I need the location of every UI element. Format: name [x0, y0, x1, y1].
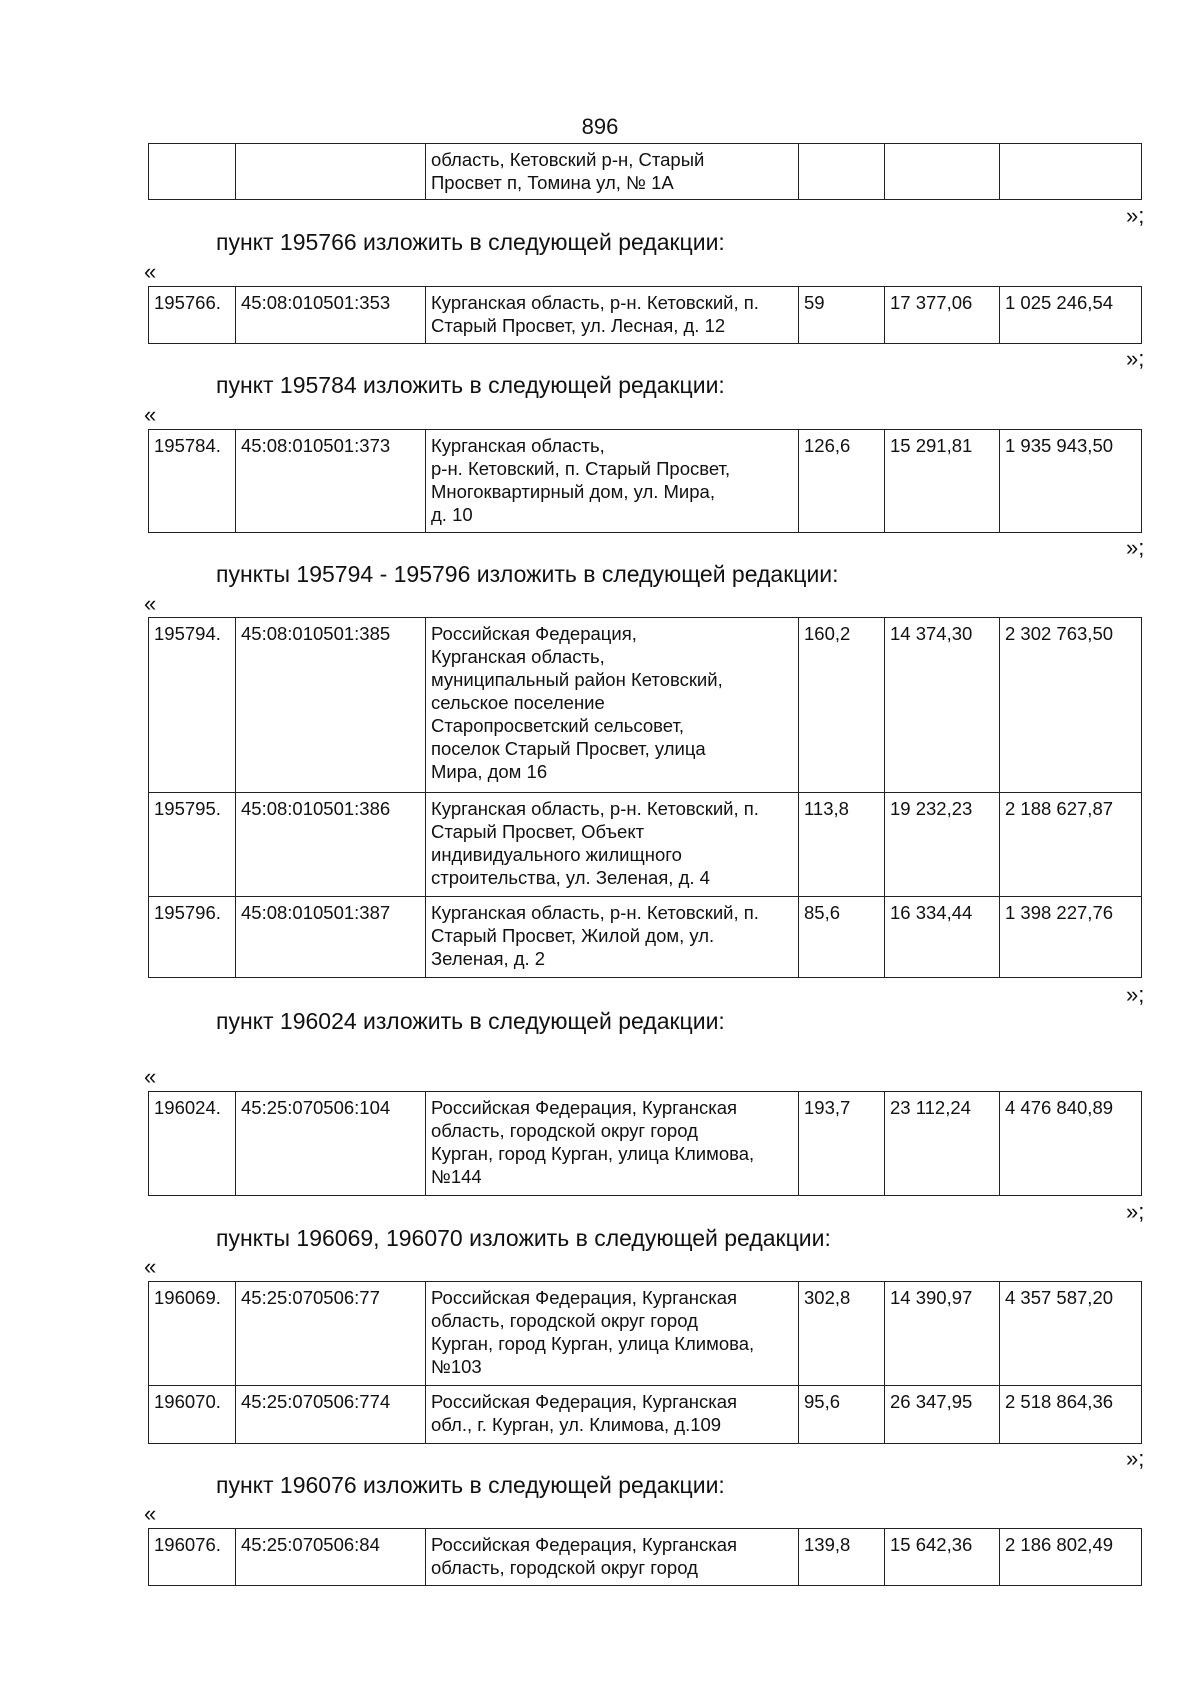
cell-price-per-m2: 14 390,97 [885, 1282, 1000, 1386]
table-row [149, 430, 1142, 533]
cell-address: Российская Федерация, Курганская область, городской округ город Курган, город Курган, улица Климова, №144 [426, 1092, 799, 1196]
cell-area: 85,6 [799, 897, 885, 978]
cell-address: Российская Федерация, Курганская область, городской округ город Курган, город Курган, улица Климова, №103 [426, 1282, 799, 1386]
opening-quote: « [144, 402, 157, 427]
registry-table [148, 286, 1142, 344]
cell-price-per-m2: 17 377,06 [885, 287, 1000, 344]
section-heading: пункт 195766 изложить в следующей редакции: [216, 229, 725, 255]
closing-quote: »; [1126, 1446, 1145, 1471]
cell-cadastral: 45:08:010501:386 [236, 793, 426, 897]
cell-value: 2 188 627,87 [1000, 793, 1142, 897]
opening-quote: « [144, 1501, 157, 1526]
cell-price-per-m2: 23 112,24 [885, 1092, 1000, 1196]
cell-number: 196069. [149, 1282, 236, 1386]
cell-address: Российская Федерация, Курганская область, муниципальный район Кетовский, сельское поселение Старопросветский сельсовет, поселок Старый Просвет, улица Мира, дом 16 [426, 618, 799, 793]
cell-area [799, 144, 885, 200]
section-heading: пункт 196024 изложить в следующей редакции: [216, 1008, 725, 1034]
cell-number: 195766. [149, 287, 236, 344]
opening-quote: « [144, 1254, 157, 1279]
table-row [149, 618, 1142, 793]
cell-area: 193,7 [799, 1092, 885, 1196]
cell-price-per-m2: 15 642,36 [885, 1529, 1000, 1586]
section-heading: пункт 196076 изложить в следующей редакции: [216, 1472, 725, 1498]
registry-table [148, 429, 1142, 533]
cell-number: 195784. [149, 430, 236, 533]
cell-value: 2 186 802,49 [1000, 1529, 1142, 1586]
cell-number: 196076. [149, 1529, 236, 1586]
opening-quote: « [144, 1064, 157, 1089]
cell-price-per-m2: 16 334,44 [885, 897, 1000, 978]
closing-quote: »; [1126, 346, 1145, 371]
cell-cadastral: 45:25:070506:77 [236, 1282, 426, 1386]
cell-address: Российская Федерация, Курганская обл., г. Курган, ул. Климова, д.109 [426, 1386, 799, 1444]
cell-number: 195795. [149, 793, 236, 897]
registry-table [148, 617, 1142, 978]
cell-number: 196024. [149, 1092, 236, 1196]
table-row [149, 1282, 1142, 1386]
section-heading: пункты 196069, 196070 изложить в следующей редакции: [216, 1225, 831, 1251]
cell-cadastral: 45:25:070506:774 [236, 1386, 426, 1444]
cell-area: 302,8 [799, 1282, 885, 1386]
cell-price-per-m2 [885, 144, 1000, 200]
cell-value: 4 476 840,89 [1000, 1092, 1142, 1196]
cell-address: Российская Федерация, Курганская область, городской округ город [426, 1529, 799, 1586]
cell-cadastral: 45:08:010501:387 [236, 897, 426, 978]
cell-area: 113,8 [799, 793, 885, 897]
cell-number: 195796. [149, 897, 236, 978]
registry-table [148, 1281, 1142, 1444]
cell-area: 160,2 [799, 618, 885, 793]
closing-quote: »; [1126, 982, 1145, 1007]
cell-value: 1 398 227,76 [1000, 897, 1142, 978]
opening-quote: « [144, 591, 157, 616]
table-row [149, 1386, 1142, 1444]
cell-value [1000, 144, 1142, 200]
cell-cadastral [236, 144, 426, 200]
cell-cadastral: 45:25:070506:104 [236, 1092, 426, 1196]
cell-value: 2 518 864,36 [1000, 1386, 1142, 1444]
cell-price-per-m2: 15 291,81 [885, 430, 1000, 533]
cell-area: 139,8 [799, 1529, 885, 1586]
cell-area: 59 [799, 287, 885, 344]
cell-price-per-m2: 19 232,23 [885, 793, 1000, 897]
cell-number: 196070. [149, 1386, 236, 1444]
cell-number: 195794. [149, 618, 236, 793]
cell-cadastral: 45:08:010501:385 [236, 618, 426, 793]
cell-value: 1 935 943,50 [1000, 430, 1142, 533]
cell-number [149, 144, 236, 200]
cell-cadastral: 45:08:010501:353 [236, 287, 426, 344]
cell-cadastral: 45:08:010501:373 [236, 430, 426, 533]
cell-address: Курганская область, р-н. Кетовский, п. Старый Просвет, Объект индивидуального жилищного строительства, ул. Зеленая, д. 4 [426, 793, 799, 897]
table-row [149, 793, 1142, 897]
opening-quote: « [144, 259, 157, 284]
cell-area: 95,6 [799, 1386, 885, 1444]
closing-quote: »; [1126, 535, 1145, 560]
cell-address: Курганская область, р-н. Кетовский, п. Старый Просвет, ул. Лесная, д. 12 [426, 287, 799, 344]
cell-price-per-m2: 14 374,30 [885, 618, 1000, 793]
closing-quote: »; [1126, 203, 1145, 228]
registry-table-continuation [148, 143, 1142, 200]
cell-address: Курганская область, р-н. Кетовский, п. Старый Просвет, Жилой дом, ул. Зеленая, д. 2 [426, 897, 799, 978]
page-number: 896 [581, 114, 619, 139]
cell-value: 4 357 587,20 [1000, 1282, 1142, 1386]
table-row [149, 1092, 1142, 1196]
registry-table [148, 1528, 1142, 1586]
table-row [149, 897, 1142, 978]
cell-cadastral: 45:25:070506:84 [236, 1529, 426, 1586]
section-heading: пункт 195784 изложить в следующей редакции: [216, 372, 725, 398]
cell-address: Курганская область, р-н. Кетовский, п. Старый Просвет, Многоквартирный дом, ул. Мира, д. 10 [426, 430, 799, 533]
table-row [149, 1529, 1142, 1586]
table-row [149, 144, 1142, 200]
cell-value: 1 025 246,54 [1000, 287, 1142, 344]
cell-price-per-m2: 26 347,95 [885, 1386, 1000, 1444]
registry-table [148, 1091, 1142, 1196]
cell-value: 2 302 763,50 [1000, 618, 1142, 793]
cell-area: 126,6 [799, 430, 885, 533]
cell-address: область, Кетовский р-н, Старый Просвет п, Томина ул, № 1А [426, 144, 799, 200]
closing-quote: »; [1126, 1199, 1145, 1224]
section-heading: пункты 195794 - 195796 изложить в следующей редакции: [216, 561, 839, 587]
table-row [149, 287, 1142, 344]
